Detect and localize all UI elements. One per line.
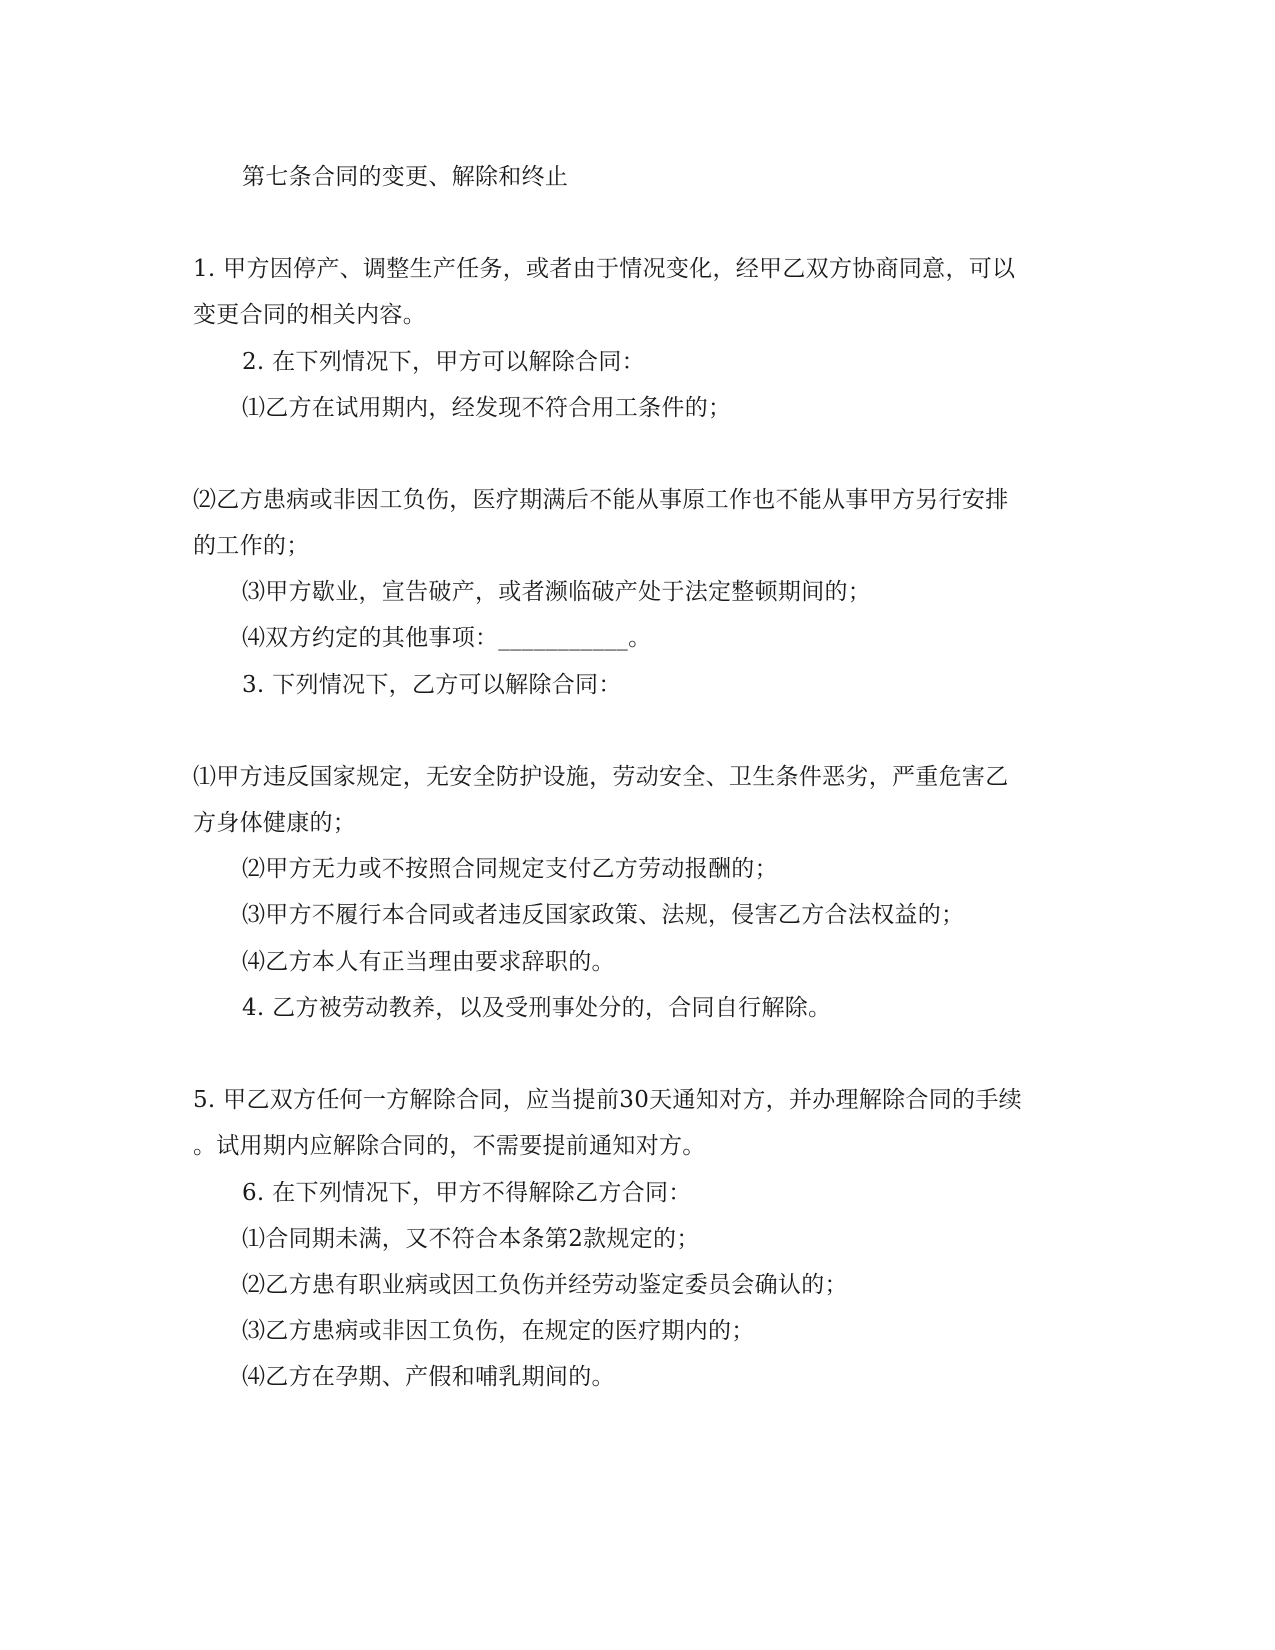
clause-1-line-1: 1. 甲方因停产、调整生产任务，或者由于情况变化，经甲乙双方协商同意，可以 bbox=[193, 256, 1016, 282]
clause-6-heading: 6. 在下列情况下，甲方不得解除乙方合同： bbox=[242, 1180, 692, 1206]
clause-2-heading: 2. 在下列情况下，甲方可以解除合同： bbox=[242, 349, 645, 375]
clause-3-heading: 3. 下列情况下，乙方可以解除合同： bbox=[242, 672, 622, 698]
clause-2-item-2-line-2: 的工作的； bbox=[193, 533, 310, 559]
clause-4: 4. 乙方被劳动教养，以及受刑事处分的，合同自行解除。 bbox=[242, 995, 832, 1021]
clause-5-line-2: 。试用期内应解除合同的，不需要提前通知对方。 bbox=[193, 1133, 706, 1159]
clause-5-line-1: 5. 甲乙双方任何一方解除合同，应当提前30天通知对方，并办理解除合同的手续 bbox=[193, 1087, 1022, 1113]
clause-3-item-4: ⑷乙方本人有正当理由要求辞职的。 bbox=[242, 949, 615, 975]
clause-2-item-4: ⑷双方约定的其他事项：___________。 bbox=[242, 625, 652, 651]
clause-2-item-1: ⑴乙方在试用期内，经发现不符合用工条件的； bbox=[242, 395, 732, 421]
clause-1-line-2: 变更合同的相关内容。 bbox=[193, 302, 426, 328]
clause-3-item-2: ⑵甲方无力或不按照合同规定支付乙方劳动报酬的； bbox=[242, 856, 778, 882]
section-heading: 第七条合同的变更、解除和终止 bbox=[242, 164, 569, 190]
clause-6-item-4: ⑷乙方在孕期、产假和哺乳期间的。 bbox=[242, 1364, 615, 1390]
clause-6-item-3: ⑶乙方患病或非因工负伤，在规定的医疗期内的； bbox=[242, 1318, 755, 1344]
clause-6-item-1: ⑴合同期未满，又不符合本条第2款规定的； bbox=[242, 1226, 700, 1252]
clause-3-item-1-line-1: ⑴甲方违反国家规定，无安全防护设施，劳动安全、卫生条件恶劣，严重危害乙 bbox=[193, 764, 1009, 790]
clause-2-item-2-line-1: ⑵乙方患病或非因工负伤，医疗期满后不能从事原工作也不能从事甲方另行安排 bbox=[193, 487, 1009, 513]
clause-3-item-1-line-2: 方身体健康的； bbox=[193, 810, 357, 836]
clause-3-item-3: ⑶甲方不履行本合同或者违反国家政策、法规，侵害乙方合法权益的； bbox=[242, 902, 965, 928]
clause-6-item-2: ⑵乙方患有职业病或因工负伤并经劳动鉴定委员会确认的； bbox=[242, 1272, 848, 1298]
clause-2-item-3: ⑶甲方歇业，宣告破产，或者濒临破产处于法定整顿期间的； bbox=[242, 579, 872, 605]
